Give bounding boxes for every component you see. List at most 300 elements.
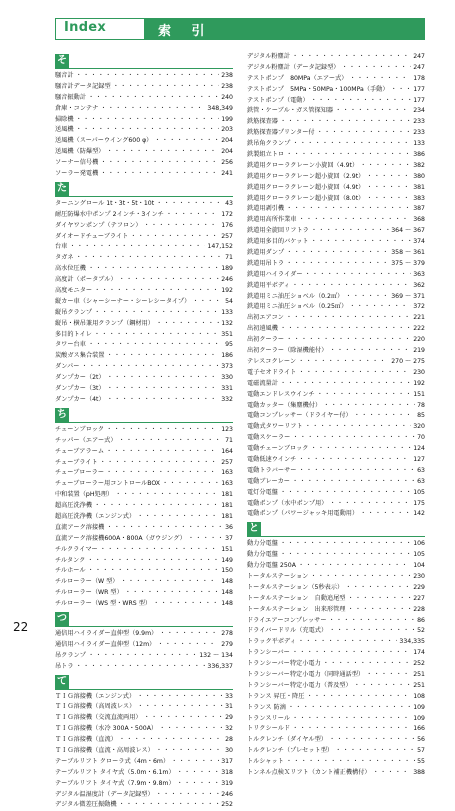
- leader-dots: [106, 447, 219, 458]
- index-entry: [55, 779, 233, 790]
- index-entry: [247, 572, 425, 583]
- entry-page: 43: [225, 199, 233, 207]
- index-entry: [55, 735, 233, 746]
- entry-page: 37: [225, 534, 233, 542]
- leader-dots: [113, 82, 220, 93]
- leader-dots: [354, 681, 411, 692]
- leader-dots: [156, 319, 219, 330]
- entry-page: 189: [221, 265, 233, 273]
- index-entry: [55, 297, 233, 308]
- index-entry: [247, 302, 425, 313]
- index-entry: [247, 681, 425, 692]
- leader-dots: [137, 692, 223, 703]
- section-kana-badge: つ: [57, 612, 67, 624]
- entry-term: トータルステーション: [247, 572, 309, 580]
- index-entry: [247, 714, 425, 725]
- entry-page: 63: [417, 466, 425, 474]
- section-rule: [55, 196, 233, 197]
- entry-term: トラック平ボディ: [247, 638, 296, 646]
- leader-dots: [345, 583, 411, 594]
- leader-dots: [349, 302, 411, 313]
- leader-dots: [317, 390, 411, 401]
- index-entry: [247, 499, 425, 510]
- index-entry: [247, 401, 425, 412]
- entry-term: 超高圧洗浄機（エンジン式）: [55, 512, 136, 520]
- entry-page: 163: [221, 469, 233, 477]
- index-entry: [247, 390, 425, 401]
- entry-page: 204: [221, 148, 233, 156]
- entry-page: 71: [225, 436, 233, 444]
- entry-page: 382: [413, 161, 425, 169]
- entry-page: 106: [413, 540, 425, 548]
- index-entry: [247, 768, 425, 779]
- entry-page: 348,349: [207, 104, 233, 112]
- index-entry: [247, 703, 425, 714]
- entry-term: 中和装置（pH処理）: [55, 491, 114, 499]
- entry-term: ＴＩＧ溶接機（水冷 300A・500A）: [55, 725, 158, 733]
- entry-page: 181: [221, 512, 233, 520]
- index-entry: [247, 52, 425, 63]
- leader-dots: [329, 735, 415, 746]
- leader-dots: [317, 128, 412, 139]
- entry-term: テーブルリフト タイヤ式（5.0m・6.1m）: [55, 768, 175, 776]
- entry-term: 電動ポンプ（水中ポンプ用）: [247, 499, 328, 507]
- section-rule: [55, 422, 233, 423]
- section-kana-badge: ち: [57, 408, 67, 420]
- entry-term: 直流アーク溶接機600A・800A（ガウジング）: [55, 534, 186, 542]
- leader-dots: [280, 550, 411, 561]
- entry-term: チルタンク: [55, 556, 86, 564]
- index-entry: [247, 85, 425, 96]
- entry-term: トータルステーション 自動追尾型: [247, 594, 346, 602]
- entry-page: 71: [225, 254, 233, 262]
- leader-dots: [154, 136, 219, 147]
- leader-dots: [81, 362, 219, 373]
- entry-page: 373: [221, 363, 233, 371]
- index-entry: [247, 411, 425, 422]
- entry-page: 177: [413, 96, 425, 104]
- leader-dots: [76, 662, 206, 673]
- entry-page: 133: [221, 308, 233, 316]
- entry-term: トータルステーション 出来形管理: [247, 605, 346, 613]
- entry-term: トルシャット: [247, 758, 284, 766]
- leader-dots: [87, 556, 219, 567]
- entry-page: 252: [221, 801, 233, 809]
- entry-page: 192: [413, 379, 425, 387]
- entry-term: 出初エアコン: [247, 314, 284, 322]
- entry-page: 150: [221, 567, 233, 575]
- entry-page: 166: [413, 725, 425, 733]
- index-entry: [55, 199, 233, 210]
- leader-dots: [119, 436, 224, 447]
- index-entry: [247, 433, 425, 444]
- index-entry: [55, 501, 233, 512]
- entry-term: 電動ブレーカー: [247, 477, 290, 485]
- entry-term: 送風機（防爆型）: [55, 148, 105, 156]
- entry-term: ＴＩＧ溶接機（交流直流両用）: [55, 714, 142, 722]
- leader-dots: [310, 572, 411, 583]
- entry-term: ダンプカー（4t）: [55, 395, 105, 403]
- entry-page: 63: [417, 477, 425, 485]
- leader-dots: [280, 379, 411, 390]
- leader-dots: [329, 626, 415, 637]
- entry-term: 電動ポンプ（パワージャッキ用電動用）: [247, 510, 359, 518]
- entry-term: 掃除機: [55, 115, 74, 123]
- index-entry: [55, 395, 233, 406]
- leader-dots: [292, 477, 415, 488]
- index-entry: [55, 599, 233, 610]
- index-entry: [247, 583, 425, 594]
- index-entry: [55, 158, 233, 169]
- entry-page: 147,152: [207, 243, 233, 251]
- entry-page: 234: [413, 107, 425, 115]
- entry-term: 電動エンドレスウインチ: [247, 390, 315, 398]
- leader-dots: [280, 117, 411, 128]
- index-entry: [55, 447, 233, 458]
- section-heading: [55, 675, 233, 689]
- entry-term: 電子セオドライト: [247, 368, 297, 376]
- entry-page: 278: [221, 629, 233, 637]
- entry-page: 332: [221, 395, 233, 403]
- entry-term: 超高圧洗浄機: [55, 502, 93, 510]
- entry-page: 54: [225, 297, 233, 305]
- entry-term: チルローラー（WS 型・WRS 型）: [55, 600, 152, 608]
- entry-term: チューブローラー: [55, 469, 105, 477]
- entry-term: ソーラー発電機: [55, 170, 99, 178]
- entry-term: 鉄道用平ボディ: [247, 281, 290, 289]
- leader-dots: [286, 313, 411, 324]
- leader-dots: [156, 790, 220, 801]
- index-entry: [247, 172, 425, 183]
- entry-page: 163: [221, 480, 233, 488]
- leader-dots: [360, 161, 411, 172]
- section-kana-badge: た: [57, 182, 67, 194]
- leader-dots: [373, 768, 412, 779]
- entry-page: 252: [413, 660, 425, 668]
- entry-term: 鉄製組立トロ: [247, 151, 285, 159]
- entry-page: 318: [221, 768, 233, 776]
- index-entry: [55, 275, 233, 286]
- index-entry: [55, 319, 233, 330]
- entry-term: 通信用ハイライダー直伸型（12m）: [55, 640, 156, 648]
- entry-page: 132: [221, 319, 233, 327]
- entry-term: トルクレンチ（ダイヤル型）: [247, 736, 327, 744]
- index-entry: [247, 477, 425, 488]
- index-entry: [247, 117, 425, 128]
- entry-term: チューブアラーム: [55, 447, 105, 455]
- entry-page: 320: [413, 423, 425, 431]
- header-title-ja: 索 引: [158, 24, 213, 39]
- entry-term: 鉄道用クローラクレーン超小旋回（2.9t）: [247, 172, 365, 180]
- leader-dots: [310, 444, 411, 455]
- entry-page: 105: [413, 551, 425, 559]
- entry-term: トンネル点検Ｘリフト（カント補正機構付）: [247, 769, 371, 776]
- entry-page: 124: [413, 445, 425, 453]
- leader-dots: [311, 237, 412, 248]
- entry-term: 鉄道用ダンプ: [247, 249, 285, 257]
- index-entry: [55, 384, 233, 395]
- entry-page: 238: [221, 82, 233, 90]
- index-entry: [55, 458, 233, 469]
- leader-dots: [323, 401, 415, 412]
- entry-term: 鉄道用クローラクレーン超小旋回（8.0t）: [247, 194, 365, 202]
- entry-term: 電磁流量計: [247, 379, 278, 387]
- entry-term: 電動トラバーサー: [247, 466, 297, 474]
- entry-term: 多目的トイレ: [55, 330, 92, 338]
- index-entry: [55, 330, 233, 341]
- index-entry: [247, 324, 425, 335]
- entry-page: 181: [221, 502, 233, 510]
- entry-term: 動力分電盤: [247, 540, 278, 548]
- leader-dots: [366, 183, 411, 194]
- index-entry: [55, 577, 233, 588]
- entry-term: 縦吊・横吊兼用クランプ（鋼材用）: [55, 319, 154, 327]
- entry-term: 鉄管・ケーブル・ガス管探知器: [247, 107, 334, 115]
- entry-term: 縦吊クランプ: [55, 308, 93, 316]
- index-entry: [247, 509, 425, 520]
- index-entry: [247, 150, 425, 161]
- entry-page: 374: [413, 238, 425, 246]
- leader-dots: [280, 539, 411, 550]
- entry-page: 104: [413, 562, 425, 570]
- entry-term: 鉄道用ミニ油圧ショベル（0.2㎥）: [247, 292, 344, 300]
- index-entry: [247, 346, 425, 357]
- leader-dots: [88, 264, 219, 275]
- entry-page: 230: [413, 368, 425, 376]
- entry-term: 吊トラ: [55, 662, 74, 670]
- leader-dots: [76, 71, 220, 82]
- entry-page: 133: [413, 140, 425, 148]
- leader-dots: [119, 275, 220, 286]
- entry-page: 57: [417, 747, 425, 755]
- index-entry: [247, 648, 425, 659]
- entry-term: 鉄道用剥引機: [247, 205, 285, 213]
- index-entry: [247, 735, 425, 746]
- leader-dots: [299, 466, 416, 477]
- leader-dots: [347, 594, 411, 605]
- index-entry: [247, 444, 425, 455]
- entry-term: チルクライマー: [55, 545, 98, 553]
- leader-dots: [341, 63, 411, 74]
- index-entry: [55, 82, 233, 93]
- index-entry: [247, 466, 425, 477]
- entry-page: 251: [413, 670, 425, 678]
- index-entry: [55, 351, 233, 362]
- entry-term: デジタル微差圧振動機: [55, 801, 117, 809]
- entry-term: 電動カッター（集塵機付）: [247, 401, 322, 409]
- entry-term: ダンプカー（2t）: [55, 374, 105, 382]
- index-entry: [247, 746, 425, 757]
- entry-page: 174: [413, 649, 425, 657]
- leader-dots: [100, 458, 220, 469]
- index-entry: [55, 232, 233, 243]
- leader-dots: [292, 52, 411, 63]
- entry-page: 257: [221, 458, 233, 466]
- index-entry: [55, 588, 233, 599]
- entry-page: 164: [221, 447, 233, 455]
- entry-page: 227: [413, 594, 425, 602]
- entry-page: 230: [413, 572, 425, 580]
- index-entry: [55, 479, 233, 490]
- leader-dots: [323, 659, 411, 670]
- entry-page: 221: [413, 314, 425, 322]
- entry-term: 電灯分電盤: [247, 488, 278, 496]
- entry-term: トランス 防滴: [247, 703, 286, 711]
- index-entry: [247, 226, 425, 237]
- index-entry: [55, 436, 233, 447]
- entry-term: トランス 昇圧・降圧: [247, 692, 305, 700]
- index-entry: [247, 550, 425, 561]
- index-entry: [247, 692, 425, 703]
- index-entry: [247, 128, 425, 139]
- entry-page: 33: [225, 692, 233, 700]
- leader-dots: [286, 248, 389, 259]
- entry-term: 出初遠風機: [247, 325, 278, 333]
- leader-dots: [354, 411, 415, 422]
- leader-dots: [292, 724, 411, 735]
- leader-dots: [76, 125, 220, 136]
- leader-dots: [329, 346, 411, 357]
- entry-page: 151: [413, 390, 425, 398]
- entry-term: 鉄道用ミニ油圧ショベル（0.25㎥）: [247, 303, 348, 311]
- entry-term: 鉄道用ハイライダー: [247, 270, 303, 278]
- entry-term: 通信用ハイライダー直伸型（9.9m）: [55, 629, 158, 637]
- index-entry: [55, 362, 233, 373]
- entry-page: 148: [221, 600, 233, 608]
- index-entry: [247, 670, 425, 681]
- index-entry: [247, 194, 425, 205]
- entry-term: トランシーバー特定小電力: [247, 660, 321, 668]
- entry-term: 高度モニター: [55, 287, 93, 295]
- leader-dots: [115, 490, 219, 501]
- index-entry: [55, 800, 233, 811]
- index-entry: [247, 248, 425, 259]
- entry-term: デジタル温湿度計（データ記録型）: [55, 790, 154, 798]
- leader-dots: [366, 172, 411, 183]
- section-heading: [55, 54, 233, 68]
- index-entry: [55, 768, 233, 779]
- entry-page: 199: [221, 115, 233, 123]
- leader-dots: [329, 616, 416, 627]
- leader-dots: [311, 96, 412, 107]
- entry-page: 238: [221, 72, 233, 79]
- index-entry: [55, 662, 233, 673]
- index-entry: [55, 104, 233, 115]
- index-entry: [247, 183, 425, 194]
- entry-page: 246: [221, 276, 233, 284]
- index-entry: [55, 468, 233, 479]
- entry-term: 鉄道用吊トラ: [247, 259, 285, 267]
- leader-dots: [100, 158, 219, 169]
- leader-dots: [130, 232, 219, 243]
- entry-term: 台車: [55, 243, 68, 251]
- entry-page: 177: [413, 85, 425, 93]
- entry-term: チューブローラー用コントロールBOX: [55, 480, 161, 488]
- leader-dots: [106, 425, 219, 436]
- index-entry: [55, 566, 233, 577]
- entry-term: 鉄道用高所作業車: [247, 216, 297, 224]
- entry-page: 386: [413, 151, 425, 159]
- section-heading: [247, 522, 425, 536]
- leader-dots: [366, 670, 411, 681]
- leader-dots: [292, 433, 415, 444]
- entry-term: テーブルリフト タイヤ式（7.9m・9.8m）: [55, 779, 175, 787]
- index-entry: [55, 651, 233, 662]
- entry-term: 電動低速ウインチ: [247, 455, 297, 463]
- index-entry: [247, 379, 425, 390]
- entry-page: 381: [413, 183, 425, 191]
- entry-term: 電動チェーンブロック: [247, 445, 309, 453]
- entry-page: 219: [413, 347, 425, 355]
- section-heading: [55, 408, 233, 422]
- entry-term: 騒音計: [55, 72, 74, 79]
- index-entry: [55, 93, 233, 104]
- entry-term: 騒音計データ記録型: [55, 82, 111, 90]
- index-entry: [247, 659, 425, 670]
- leader-dots: [144, 713, 224, 724]
- leader-dots: [119, 735, 223, 746]
- index-entry: [247, 161, 425, 172]
- index-entry: [55, 264, 233, 275]
- entry-page: 222: [413, 325, 425, 333]
- entry-page: 387: [413, 205, 425, 213]
- entry-page: 204: [221, 137, 233, 145]
- entry-page: 375 ～ 379: [391, 259, 425, 267]
- entry-page: 363: [413, 270, 425, 278]
- entry-page: 229: [413, 583, 425, 591]
- index-entry: [247, 455, 425, 466]
- entry-page: 109: [413, 714, 425, 722]
- leader-dots: [360, 509, 411, 520]
- section-kana-badge: と: [249, 523, 259, 535]
- entry-page: 172: [221, 210, 233, 218]
- index-entry: [55, 340, 233, 351]
- entry-page: 78: [417, 401, 425, 409]
- entry-term: 鉄道用全旋回リフトラ: [247, 227, 309, 235]
- leader-dots: [298, 455, 411, 466]
- section-heading: [55, 182, 233, 196]
- index-entry: [247, 281, 425, 292]
- section-kana-badge: て: [57, 675, 67, 687]
- entry-term: 出初クーラー（除湿機能付）: [247, 347, 328, 355]
- index-entry: [247, 96, 425, 107]
- entry-term: 鉄道用クローラクレーン超小旋回（4.9t）: [247, 183, 365, 191]
- index-entry: [247, 313, 425, 324]
- entry-page: 105: [413, 488, 425, 496]
- leader-dots: [366, 194, 411, 205]
- entry-term: 動力分電盤 250A: [247, 562, 296, 570]
- leader-dots: [286, 757, 415, 768]
- index-entry: [55, 169, 233, 180]
- entry-page: 36: [225, 523, 233, 531]
- entry-page: 176: [221, 221, 233, 229]
- index-entry: [55, 692, 233, 703]
- entry-page: 148: [221, 589, 233, 597]
- index-entry: [55, 713, 233, 724]
- entry-term: 高水位圧機: [55, 265, 86, 273]
- index-entry: [247, 106, 425, 117]
- entry-term: 送風機: [55, 126, 74, 134]
- index-entry: [247, 724, 425, 735]
- leader-dots: [280, 324, 411, 335]
- entry-term: 動力分電盤: [247, 551, 278, 559]
- entry-term: トルクレンチ（プレセット型）: [247, 747, 334, 755]
- leader-dots: [76, 115, 220, 126]
- leader-dots: [137, 512, 219, 523]
- index-entry: [247, 488, 425, 499]
- entry-term: デジタル粉塵計（データ記録型）: [247, 63, 340, 71]
- page-number: 22: [13, 620, 29, 634]
